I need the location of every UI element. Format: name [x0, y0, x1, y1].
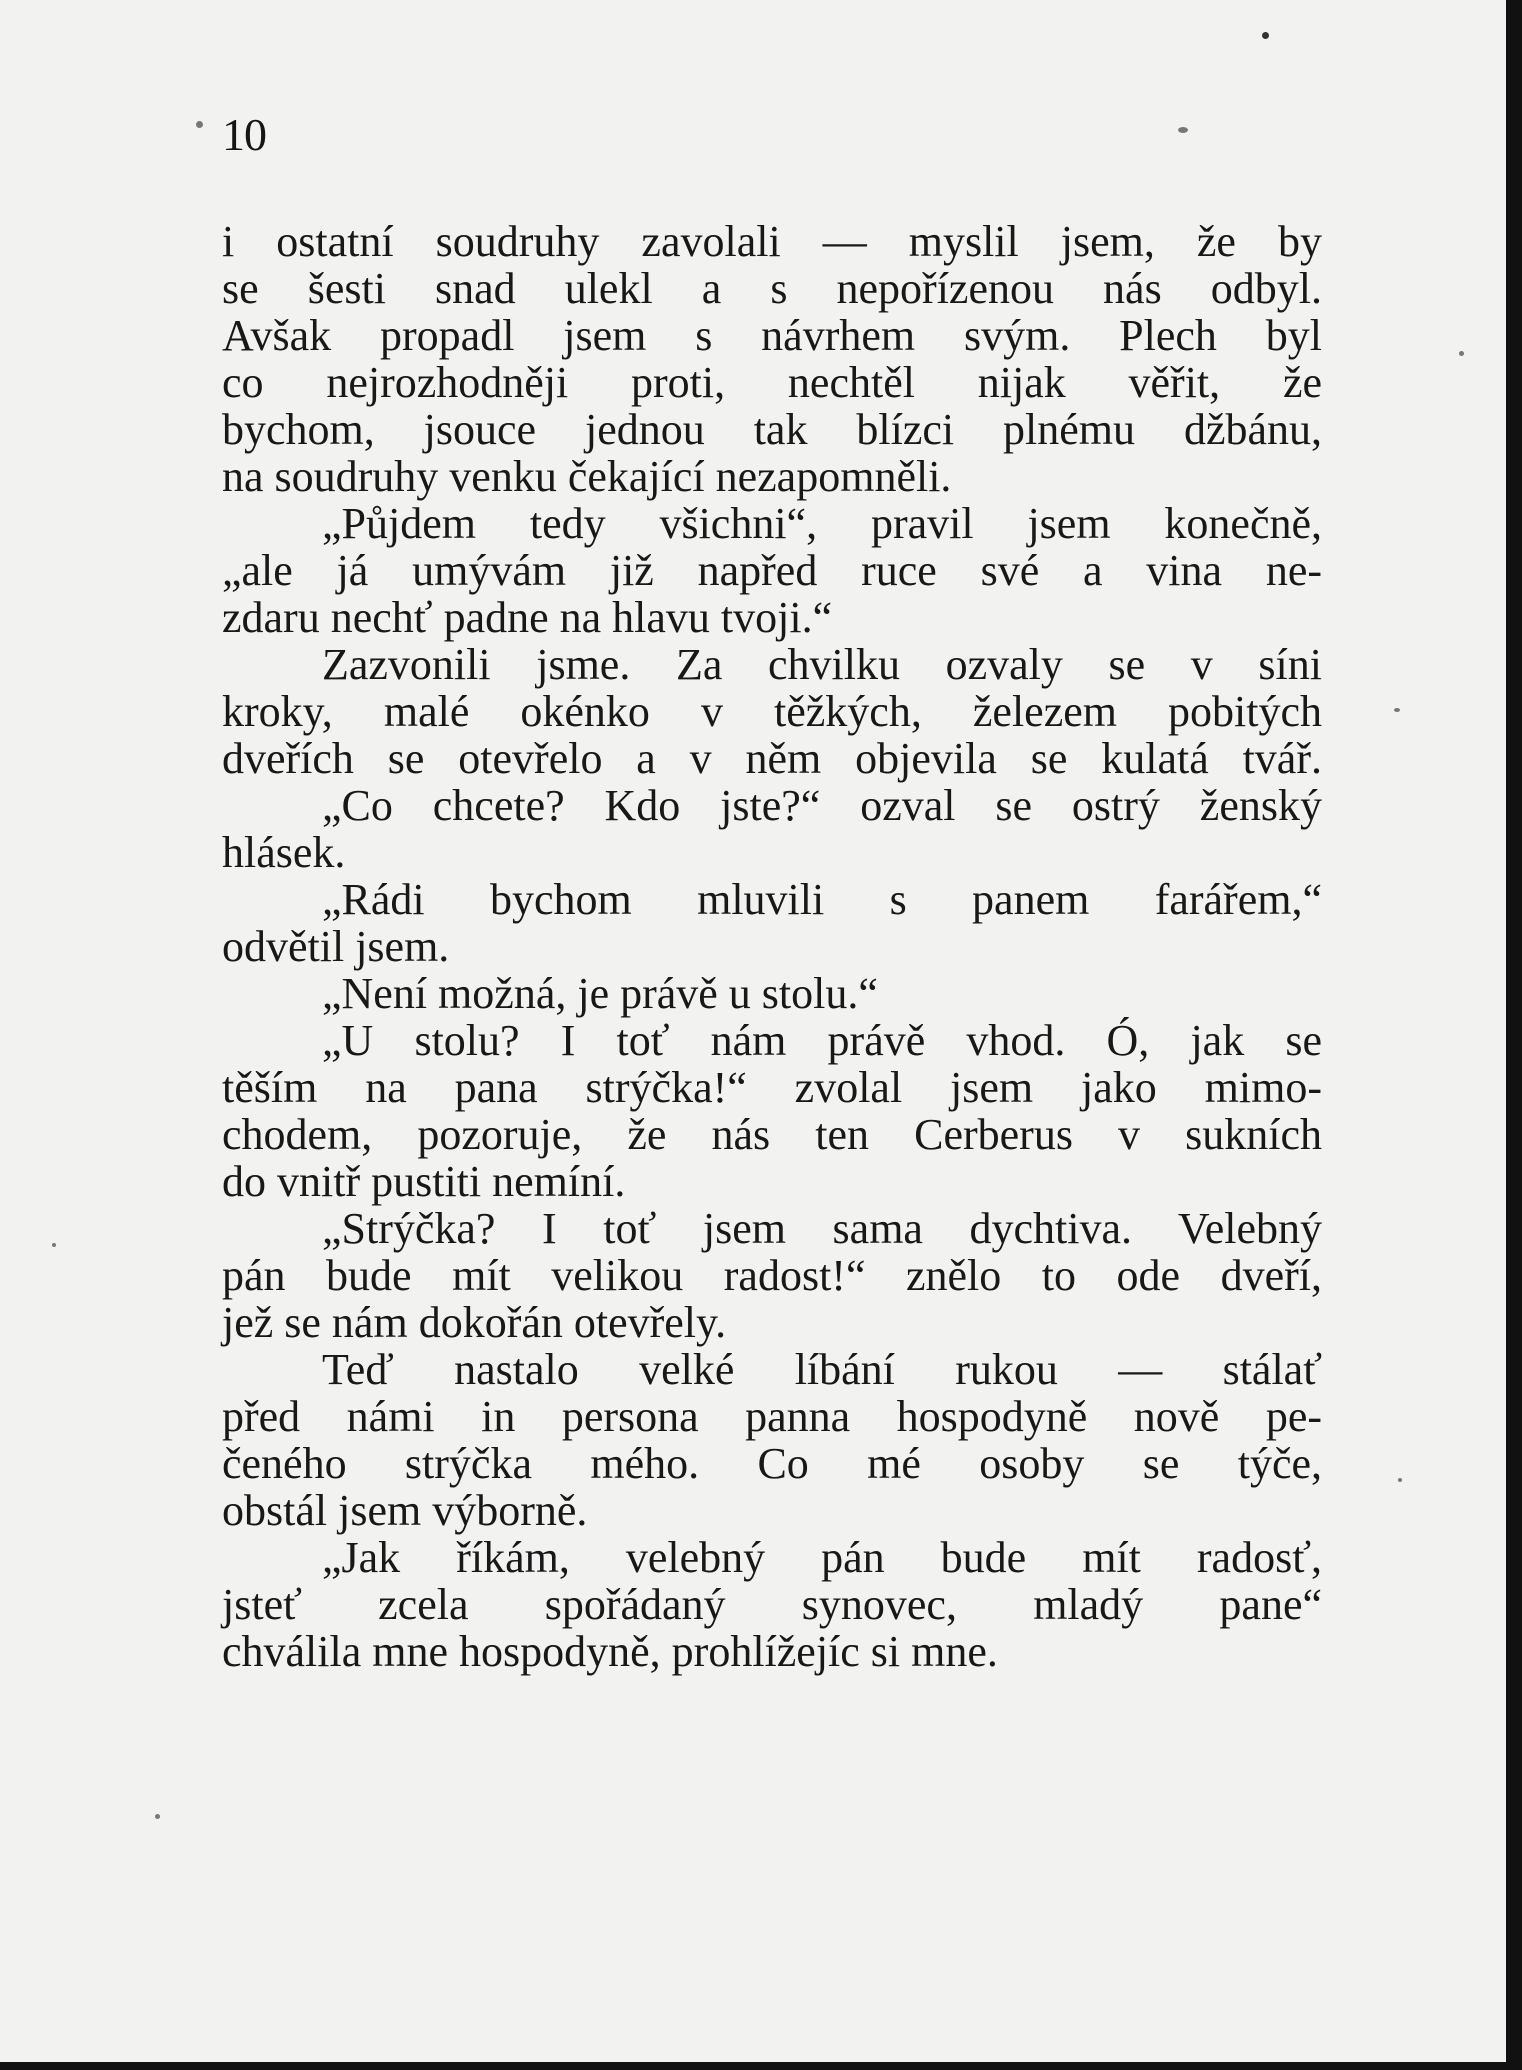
text-line: „Rádi bychom mluvili s panem farářem,“: [322, 875, 1322, 924]
text-line: jež se nám dokořán otevřely.: [222, 1298, 727, 1347]
text-line: Zazvonili jsme. Za chvilku ozvaly se v síni: [322, 640, 1322, 689]
text-line: „Půjdem tedy všichni“, pravil jsem konečně,: [322, 499, 1322, 548]
page-number: 10: [222, 109, 266, 160]
text-line: do vnitř pustiti nemíní.: [222, 1157, 626, 1206]
text-line: zdaru nechť padne na hlavu tvoji.“: [222, 593, 833, 642]
text-line: těším na pana strýčka!“ zvolal jsem jako mimo-: [222, 1063, 1322, 1112]
text-line: bychom, jsouce jednou tak blízci plnému džbánu,: [222, 405, 1322, 454]
text-line: „ale já umývám již napřed ruce své a vina ne-: [222, 546, 1322, 595]
text-line: se šesti snad ulekl a s nepořízenou nás odbyl.: [222, 264, 1322, 313]
scan-speck: [1178, 127, 1188, 133]
text-line: na soudruhy venku čekající nezapomněli.: [222, 452, 952, 501]
text-line: Avšak propadl jsem s návrhem svým. Plech byl: [222, 311, 1322, 360]
text-line: chválila mne hospodyně, prohlížejíc si mne.: [222, 1627, 998, 1676]
scan-speck: [1398, 1478, 1402, 1482]
text-line: kroky, malé okénko v těžkých, železem pobitých: [222, 687, 1322, 736]
text-line: „Není možná, je právě u stolu.“: [322, 969, 878, 1018]
text-line: před námi in persona panna hospodyně nově pe-: [222, 1392, 1322, 1441]
scan-speck: [52, 1243, 56, 1247]
text-line: chodem, pozoruje, že nás ten Cerberus v sukních: [222, 1110, 1322, 1159]
scan-border-bottom: [0, 2062, 1522, 2070]
text-line: co nejrozhodněji proti, nechtěl nijak věřit, že: [222, 358, 1322, 407]
text-line: obstál jsem výborně.: [222, 1486, 588, 1535]
text-line: jsteť zcela spořádaný synovec, mladý pane“: [222, 1580, 1322, 1629]
scan-speck: [155, 1814, 160, 1819]
scan-speck: [1262, 32, 1269, 39]
text-line: Teď nastalo velké líbání rukou — stálať: [322, 1345, 1322, 1394]
text-line: hlásek.: [222, 828, 346, 877]
text-line: pán bude mít velikou radost!“ znělo to ode dveří,: [222, 1251, 1322, 1300]
scan-speck: [1459, 351, 1464, 356]
body-text: [222, 218, 1322, 1675]
text-line: odvětil jsem.: [222, 922, 450, 971]
scan-speck: [196, 121, 203, 128]
scan-border-right: [1506, 0, 1522, 2070]
scan-speck: [1394, 708, 1400, 712]
text-line: „Jak říkám, velebný pán bude mít radosť,: [322, 1533, 1322, 1582]
text-line: „U stolu? I toť nám právě vhod. Ó, jak se: [322, 1016, 1322, 1065]
text-line: „Strýčka? I toť jsem sama dychtiva. Velebný: [322, 1204, 1322, 1253]
text-line: „Co chcete? Kdo jste?“ ozval se ostrý ženský: [322, 781, 1322, 830]
text-line: i ostatní soudruhy zavolali — myslil jsem, že by: [222, 217, 1322, 266]
text-line: čeného strýčka mého. Co mé osoby se týče,: [222, 1439, 1322, 1488]
text-line: dveřích se otevřelo a v něm objevila se kulatá tvář.: [222, 734, 1322, 783]
